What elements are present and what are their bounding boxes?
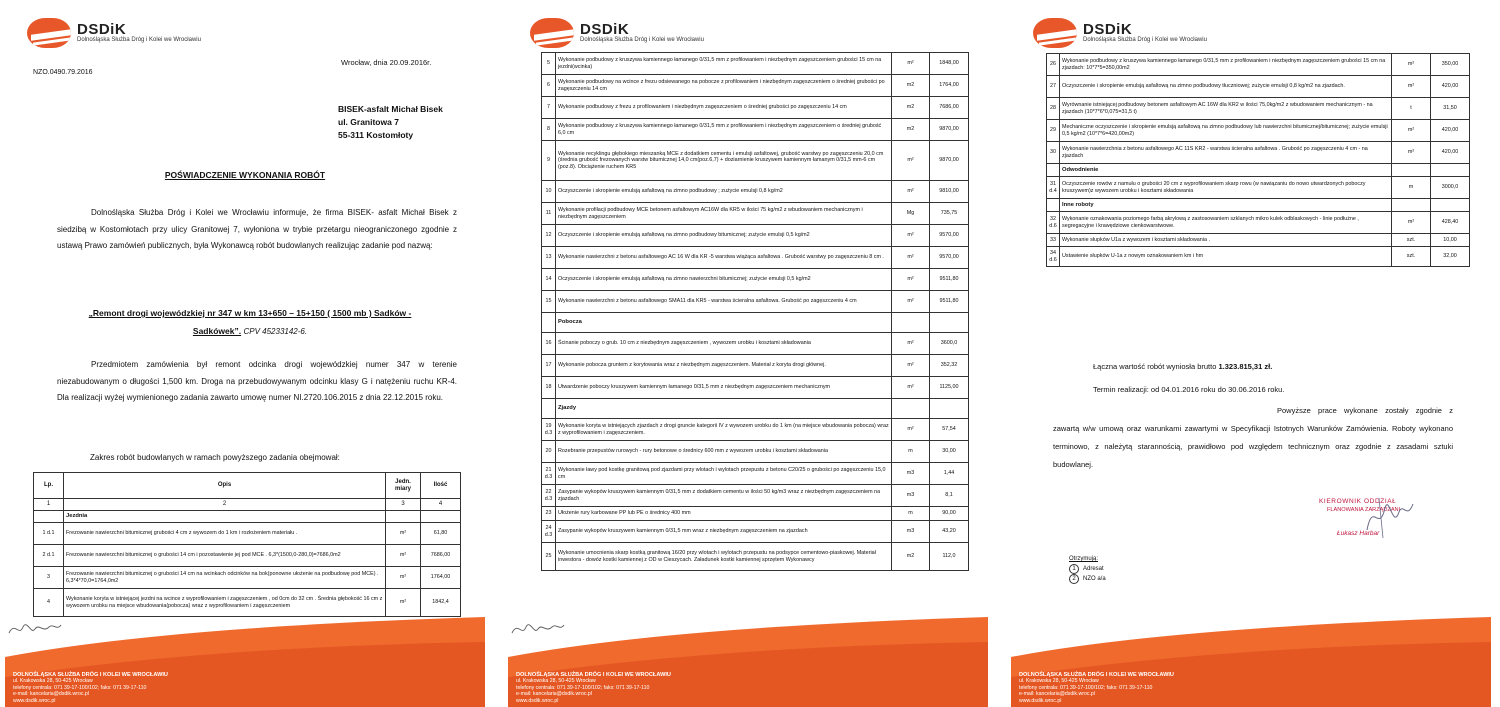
table-row: 28 Wyrównanie istniejącej podbudowy betonem asfaltowym AC 16W dla KR2 w ilości 75,0kg/m2 z wbudowaniem mechanicznym - na zjazdach (10*7*6*0,075=31,5 t) t 31,50: [1047, 98, 1470, 120]
handwritten-signature: [5, 617, 65, 639]
page-footer: [5, 617, 485, 707]
table-number-row: 1 2 3 4: [34, 499, 461, 511]
table-row: 2 d.1 Frezowanie nawierzchni bitumicznej o grubości 14 cm i pozostawienie jej pod MCE . 6,3*(1500,0-280,0)=7686,0m2 m² 7686,00: [34, 545, 461, 567]
logo-icon: [530, 18, 574, 48]
section-row: Jezdnia: [34, 511, 461, 523]
table-row: 14 Oczyszczenie i skropienie emulsją asfaltową na zimno nawierzchni bitumicznej; zużycie emulsji 0,5 kg/m2 m² 9511,80: [542, 269, 969, 291]
table-row: 11 Wykonanie profilacji podbudowy MCE betonem asfaltowym AC16W dla KR5 w ilości 75 kg/m2 z wbudowaniem mechanicznym i niezbędnym zagęszczeniem Mg 735,75: [542, 203, 969, 225]
dsdik-logo: DSDiK Dolnośląska Służba Dróg i Kolei we Wrocławiu: [530, 18, 810, 50]
logo-icon: [27, 18, 71, 48]
intro-paragraph: Dolnośląska Służba Dróg i Kolei we Wrocławiu informuje, że firma BISEK- asfalt Michał Bisek z siedzibą w Kostomłotach przy ulicy Granitowej 7, wyłoniona w trybie przetargu nieograniczonego zgodnie z ustawą Prawo zamówień publicznych, była Wykonawcą robót budowlanych realizując zadanie pod nazwą:: [57, 208, 457, 250]
footer-contact: DOLNOŚLĄSKA SŁUŻBA DRÓG I KOLEI WE WROCŁAWIU ul. Krakowska 28, 50-425 Wrocław telefony centrala: 071 39-17-100/102; faks: 071 39-17-110 e-mail: kancelaria@dsdik.wroc.pl www.dsdik.wroc.pl: [516, 671, 671, 704]
table-row: 17 Wykonanie pobocza gruntem z korytowania wraz z niezbędnym zagęszczeniem. Materiał z koryta drogi głównej. m² 352,32: [542, 355, 969, 377]
dsdik-logo: DSDiK Dolnośląska Służba Dróg i Kolei we Wrocławiu: [27, 18, 307, 50]
section-row: Odwodnienie: [1047, 164, 1470, 177]
table-row: 8 Wykonanie podbudowy z kruszywa kamiennego łamanego 0/31,5 mm z profilowaniem i niezbędnym zagęszczeniem o średniej grubość 6,0 cm m2 9870,00: [542, 119, 969, 141]
table-row: 33 Wykonanie słupków U1a z wywozem i kosztami składowania . szt. 10,00: [1047, 234, 1470, 247]
document-page-2: [508, 0, 988, 707]
section-row: Pobocza: [542, 313, 969, 333]
section-row: Inne roboty: [1047, 199, 1470, 212]
dsdik-logo: DSDiK Dolnośląska Służba Dróg i Kolei we Wrocławiu: [1033, 18, 1313, 50]
table-row: 1 d.1 Frezowanie nawierzchni bitumicznej grubości 4 cm z wywozem do 1 km i rozłożeniem materiału . m² 61,80: [34, 523, 461, 545]
scope-paragraph: Przedmiotem zamówienia był remont odcinka drogi wojewódzkiej numer 347 w terenie niezabudowanym o długości 1,500 km. Droga na przebudowywanym odcinku klasy G i natężeniu ruchu KR-4. Dla realizacji wyżej wymienionego zadania zawarto umowę numer NI.2720.106.2015 z dnia 22.12.2015 roku.: [57, 360, 457, 402]
table-row: 22 d.3 Zasypanie wykopów kruszywem kamiennym 0/31,5 mm z dodatkiem cementu w ilości 50 kg/m3 wraz z niezbędnym zagęszczeniem na zjazdach m3 8,1: [542, 485, 969, 507]
handwritten-signature: [508, 617, 568, 639]
works-table-part-1: [33, 472, 461, 617]
table-header-row: Lp. Opis Jedn. miary Ilość: [34, 473, 461, 499]
table-row: 5 Wykonanie podbudowy z kruszywa kamiennego łamanego 0/31,5 mm z profilowaniem i niezbędnym zagęszczeniem grubości 15 cm na jezdni(wcinka) m² 1848,00: [542, 53, 969, 75]
table-row: 29 Mechaniczne oczyszczenie i skropienie emulsją asfaltową na zimno podbudowy lub nawierzchni bitumicznej/bitumicznej; zużycie emulsji 0,5 kg/m2 (10*7*6=420,00m2) m² 420,00: [1047, 120, 1470, 142]
page-footer: [508, 617, 988, 707]
table-row: 24 d.3 Zasypanie wykopów kruszywem kamiennym 0/31,5 mm wraz z niezbędnym zagęszczeniem na zjazdach m3 43,20: [542, 521, 969, 543]
table-row: 4 Wykonanie koryta w istniejącej jezdni na wcince z wyprofilowaniem i zagęszczeniem , od 0cm do 32 cm . Średnia głębokość 16 cm z wywozem urobku na miejsce wbudowania(pobocza) wraz z wyprofilowaniem i zagęszczeniem m² 1842,4: [34, 589, 461, 617]
project-title: „Remont drogi wojewódzkiej nr 347 w km 13+650 – 15+150 ( 1500 mb ) Sadków - Sadkówek”. CPV 45233142-6.: [88, 308, 412, 336]
total-value-line: Łączna wartość robót wyniosła brutto 1.323.815,31 zł.: [1093, 362, 1273, 371]
table-row: 18 Utwardzenie poboczy kruszywem kamiennym łamanego 0/31,5 mm z niezbędnym zagęszczeniem mechanicznym m² 1125,00: [542, 377, 969, 399]
letter-date: Wrocław, dnia 20.09.2016r.: [341, 58, 432, 67]
document-page-3: [1011, 0, 1491, 707]
scope-heading: Zakres robót budowlanych w ramach powyższego zadania obejmował:: [90, 453, 340, 462]
table-row: 9 Wykonanie recyklingu głębokiego mieszanką MCE z dodatkiem cementu i emulsji asfaltowej, grubość warstwy po zagęszczeniu 20,0 cm (średnia grubość frezowanych warstw bitumicznej 14,0 cm(poz.6,7) + doziarnienie kruszywem kamiennym łamanym 0/31,5 mm-6 cm (poz.8). Obciążenie ruchem KR5 m² 9870,00: [542, 141, 969, 181]
official-stamp: KIEROWNIK ODDZIAŁ FLANOWANIA ZARZĄDZANI Łukasz Harbar: [1319, 490, 1437, 548]
table-row: 30 Wykonanie nawierzchnia z betonu asfaltowego AC 11S KR2 - warstwa ścieralna asfaltowa . Grubość po zagęszczeniu 4 cm - na zjazdach m² 420,00: [1047, 142, 1470, 164]
reference-number: NZO.0490.79.2016: [33, 69, 93, 76]
table-row: 13 Wykonanie nawierzchni z betonu asfaltowego AC 16 W dla KR -5 warstwa wiążąca asfaltowa . Grubość warstwy po zagęszczeniu 8 cm . m² 9570,00: [542, 247, 969, 269]
logo-icon: [1033, 18, 1077, 48]
table-row: 3 Frezowanie nawierzchni bitumicznej o grubości 14 cm na wcinkach odcinków na bok(ponowne ułożenie na podbudowę pod MCE) . 6,3*4*70,0=1764,0m2 m² 1764,00: [34, 567, 461, 589]
page-footer: [1011, 617, 1491, 707]
recipient-address: BISEK-asfalt Michał Bisek ul. Granitowa 7 55-311 Kostomłoty: [338, 104, 443, 140]
table-row: 23 Ułożenie rury karbowane PP lub PE o średnicy 400 mm m 90,00: [542, 507, 969, 521]
table-row: 12 Oczyszczenie i skropienie emulsją asfaltową na zimno podbudowy bitumicznej; zużycie emulsji 0,5 kg/m2 m² 9570,00: [542, 225, 969, 247]
table-row: 26 Wykonanie podbudowy z kruszywa kamiennego łamanego 0/31,5 mm z profilowaniem i niezbędnym zagęszczeniem grubości 15 cm na zjazdach: 10*7*5=350,00m2 m² 350,00: [1047, 54, 1470, 76]
table-row: 27 Oczyszczenie i skropienie emulsją asfaltową na zimno podbudowy tłuczniowej; zużycie emulsji 0,8 kg/m2 na zjazdach. m² 420,00: [1047, 76, 1470, 98]
table-row: 7 Wykonanie podbudowy z frezu z profilowaniem i niezbędnym zagęszczeniem o średniej grubości po zagęszczeniu 14 cm m2 7686,00: [542, 97, 969, 119]
works-table-part-3: [1046, 53, 1470, 267]
table-row: 19 d.3 Wykonanie koryta w istniejących zjazdach z drogi gruncie kategorii IV z wywozem urobku do 1 km (na miejsce wbudowania pobocza) wraz z wyprofilowaniem i zagęszczeniem. m² 57,54: [542, 419, 969, 441]
table-row: 16 Ścinanie poboczy o grub. 10 cm z niezbędnym zagęszczeniem , wywozem urobku i kosztami składowania m² 3600,0: [542, 333, 969, 355]
realization-term: Termin realizacji: od 04.01.2016 roku do 30.06.2016 roku.: [1093, 385, 1285, 394]
footer-contact: DOLNOŚLĄSKA SŁUŻBA DRÓG I KOLEI WE WROCŁAWIU ul. Krakowska 28, 50-425 Wrocław telefony centrala: 071 39-17-100/102; faks: 071 39-17-110 e-mail: kancelaria@dsdik.wroc.pl www.dsdik.wroc.pl: [1019, 671, 1174, 704]
table-row: 25 Wykonanie umocnienia skarp kostką granitową 16/20 przy wlotach i wylotach przepustu na podsypce cementowo-piaskowej. Materiał inwestora - dowóz kostki kamiennej z OD w Cieszycach. Załadunek kostki kamiennej sprzętem Wykonawcy m2 112,0: [542, 543, 969, 571]
closing-paragraph: Powyższe prace wykonane zostały zgodnie z zawartą w/w umową oraz warunkami zawartymi w Specyfikacji Istotnych Warunków Zamówienia. Roboty wykonano terminowo, z należytą starannością, prawidłowo pod względem technicznym oraz zgodnie z zasadami sztuki budowlanej.: [1053, 406, 1453, 469]
works-table-part-2: [541, 52, 969, 571]
table-row: 32 d.6 Wykonanie oznakowania poziomego farbą akrylową z zastosowaniem szklanych mikro kulek odblaskowych - linie podłużne , segregacyjne i krawędziowe cienkowarstwowe. m² 428,40: [1047, 212, 1470, 234]
table-row: 20 Rozebranie przepustów rurowych - rury betonowe o średnicy 600 mm z wywozem urobku i kosztami składowania m 30,00: [542, 441, 969, 463]
footer-contact: DOLNOŚLĄSKA SŁUŻBA DRÓG I KOLEI WE WROCŁAWIU ul. Krakowska 28, 50-425 Wrocław telefony centrala: 071 39-17-100/102; faks: 071 39-17-110 e-mail: kancelaria@dsdik.wroc.pl www.dsdik.wroc.pl: [13, 671, 168, 704]
table-row: 21 d.3 Wykonanie ławy pod kostkę granitową pod zjazdami przy wlotach i wylotach przepustu z betonu C20/25 o grubości po zagęszczeniu 15,0 cm m3 1,44: [542, 463, 969, 485]
document-title: POŚWIADCZENIE WYKONANIA ROBÓT: [164, 170, 326, 180]
table-row: 10 Oczyszczenie i skropienie emulsją asfaltową na zimno podbudowy ; zużycie emulsji 0,8 kg/m2 m² 9810,00: [542, 181, 969, 203]
section-row: Zjazdy: [542, 399, 969, 419]
distribution-list: Otrzymują: 1 Adresat 2 NZO a/a: [1069, 556, 1106, 582]
table-row: 15 Wykonanie nawierzchni z betonu asfaltowego SMA11 dla KR5 - warstwa ścieralna asfaltowa. Grubość po zagęszczeniu 4 cm m² 9511,80: [542, 291, 969, 313]
table-row: 31 d.4 Oczyszczenie rowów z namułu o grubości 20 cm z wyprofilowaniem skarp rowu (w nawiązaniu do nowo utwardzonych poboczy kruszywem)z wywozem urobku i kosztami składowania m 3000,0: [1047, 177, 1470, 199]
table-row: 34 d.6 Ustawienie słupków U-1a z nowym oznakowaniem km i hm szt. 32,00: [1047, 247, 1470, 267]
document-page-1: [5, 0, 485, 707]
table-row: 6 Wykonanie podbudowy na wcince z frezu odsiewanego na pobocze z profilowaniem i niezbędnym zagęszczeniem o średniej grubości po zagęszczeniu 14 cm m2 1764,00: [542, 75, 969, 97]
